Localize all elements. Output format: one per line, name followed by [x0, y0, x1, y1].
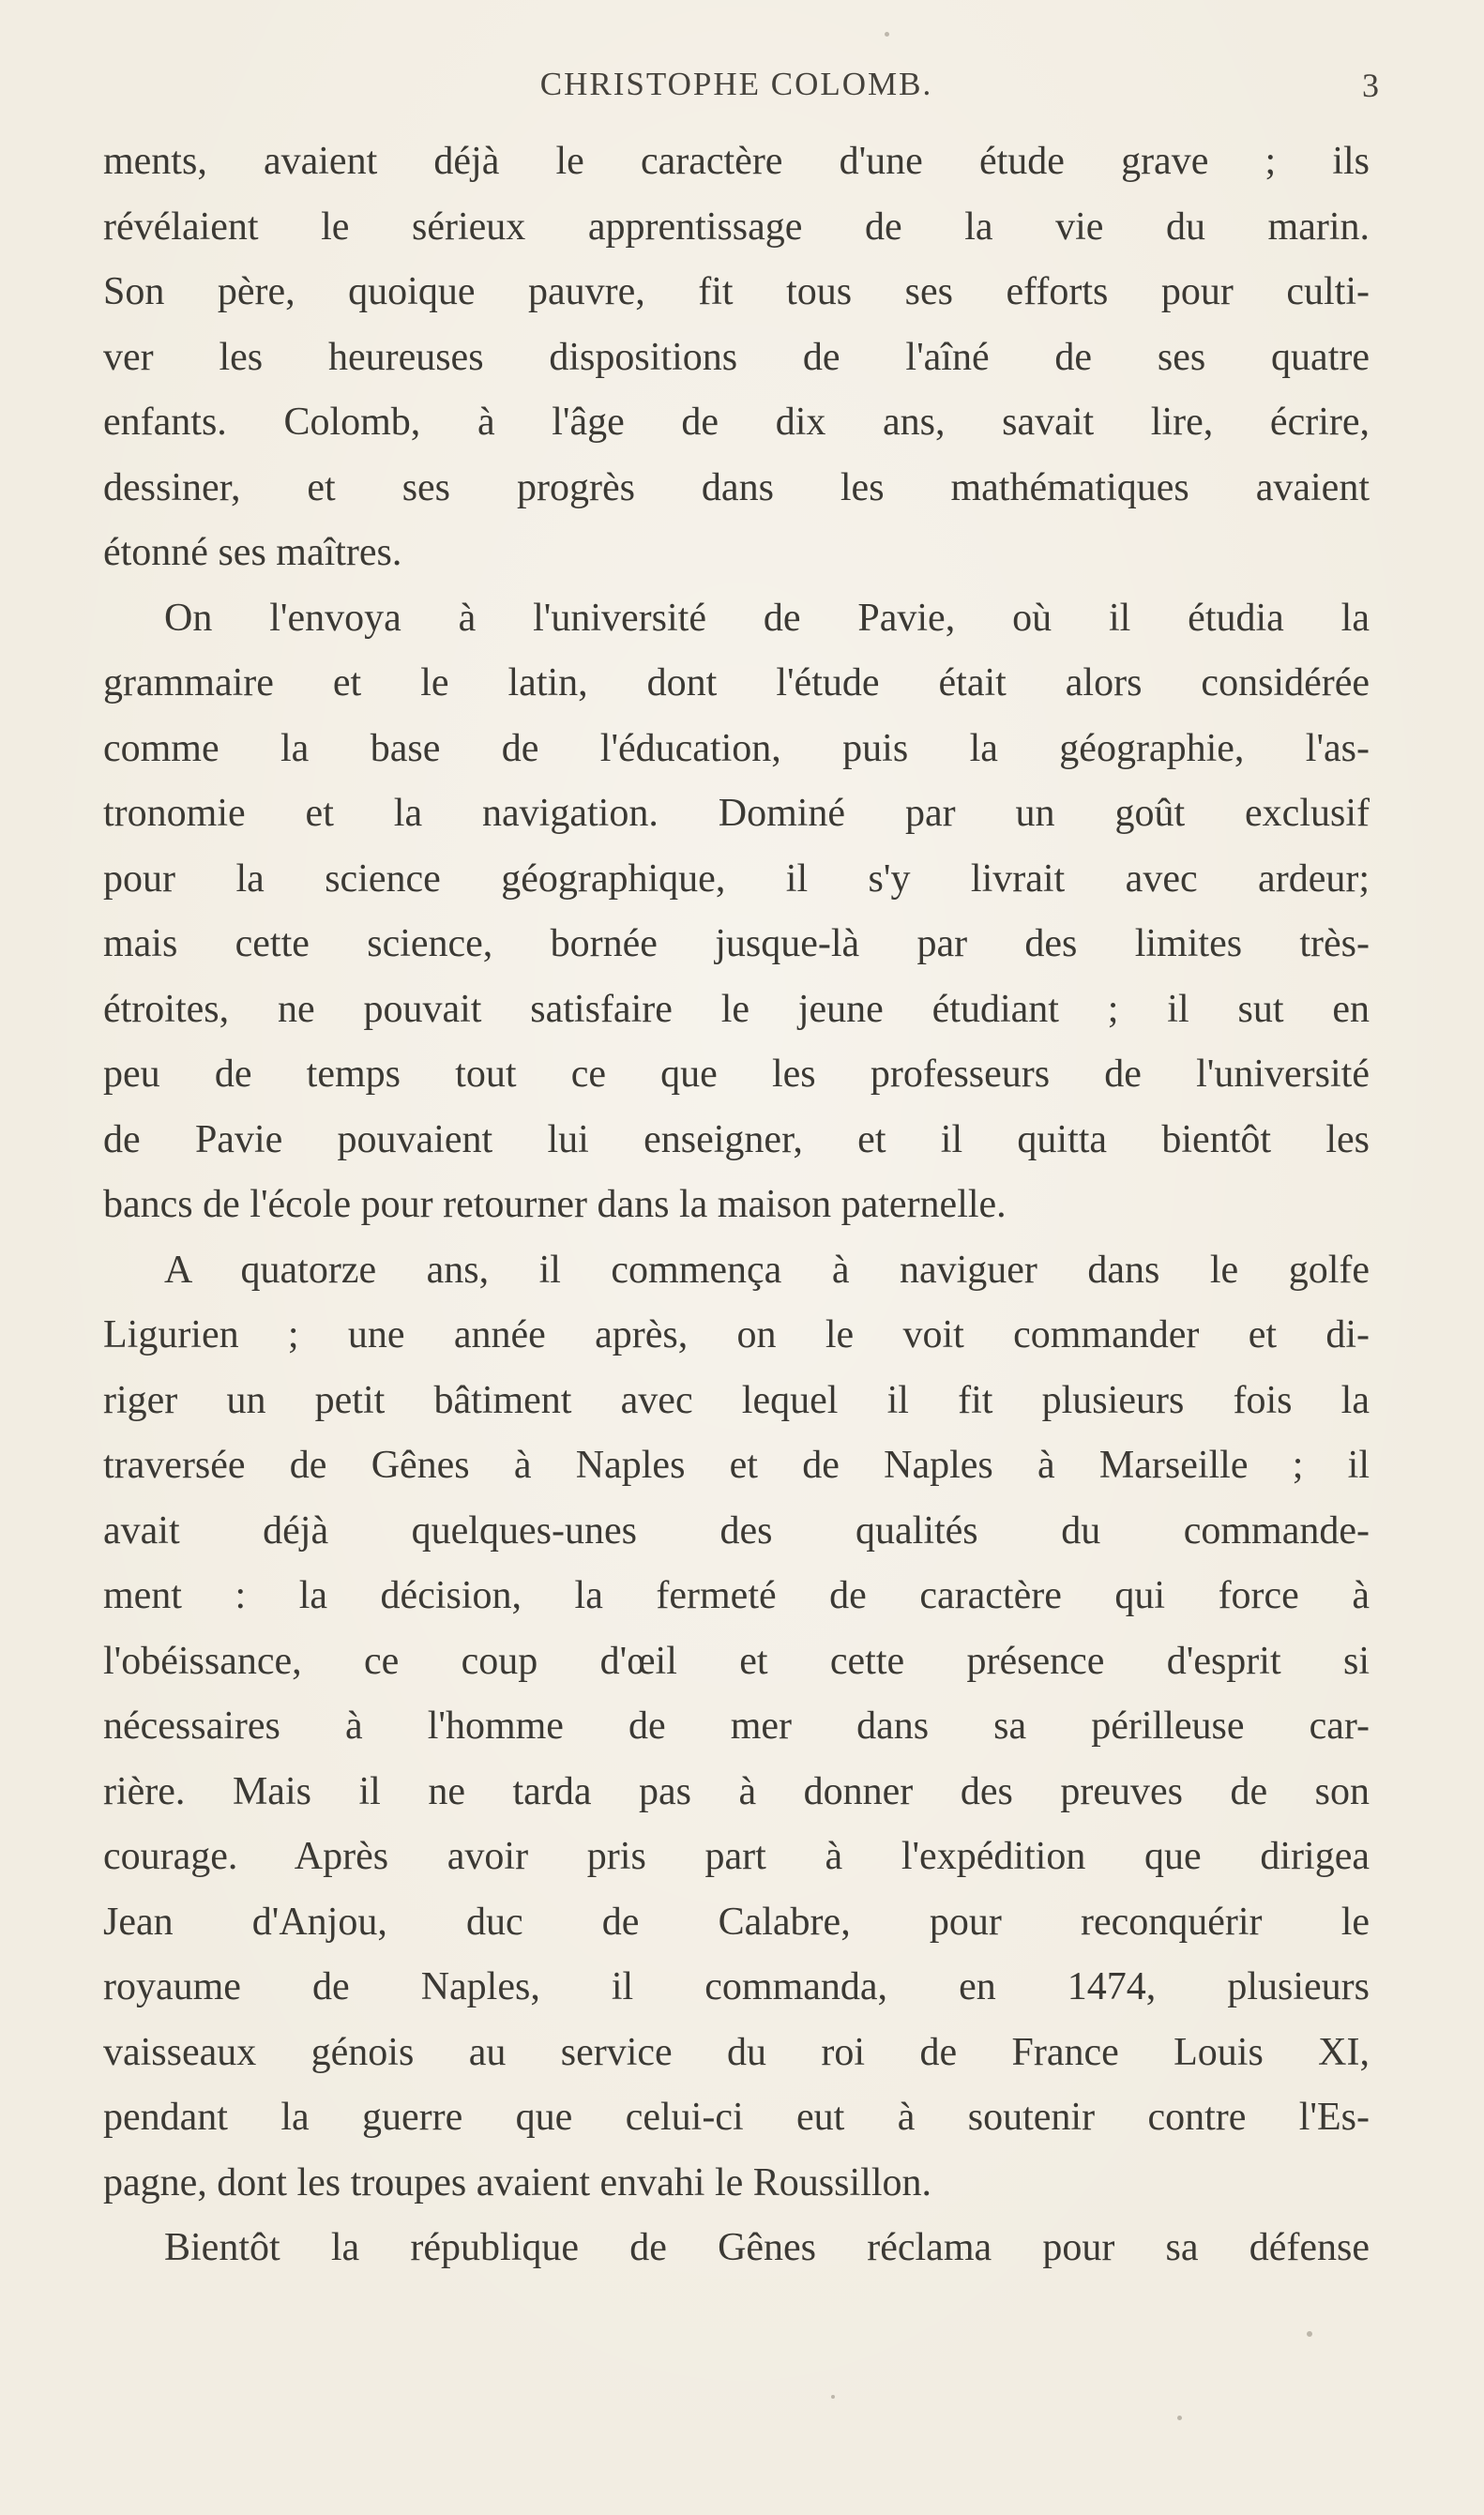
paper-speck [831, 2395, 835, 2399]
text-line: de Pavie pouvaient lui enseigner, et il quitta bientôt les [103, 1117, 1370, 1161]
paper-speck [885, 32, 889, 37]
text-line: nécessaires à l'homme de mer dans sa périlleuse car- [103, 1704, 1370, 1748]
text-line: pour la science géographique, il s'y livrait avec ardeur; [103, 856, 1370, 901]
running-head-title: CHRISTOPHE COLOMB. [539, 66, 933, 102]
text-line: vaisseaux génois au service du roi de France Louis XI, [103, 2030, 1370, 2074]
text-line: peu de temps tout ce que les professeurs de l'université [103, 1053, 1370, 1096]
text-line: mais cette science, bornée jusque-là par des limites très- [103, 922, 1370, 965]
text-line: étroites, ne pouvait satisfaire le jeune étudiant ; il sut en [103, 987, 1370, 1031]
text-line: étonné ses maîtres. [103, 531, 402, 574]
text-line: tronomie et la navigation. Dominé par un goût exclusif [103, 792, 1370, 835]
paragraph-start-line: On l'envoya à l'université de Pavie, où il étudia la [164, 596, 1370, 640]
text-line: bancs de l'école pour retourner dans la maison paternelle. [103, 1183, 1007, 1226]
text-line: riger un petit bâtiment avec lequel il fit plusieurs fois la [103, 1378, 1370, 1422]
text-line: ment : la décision, la fermeté de caractère qui force à [103, 1574, 1370, 1617]
text-line: traversée de Gênes à Naples et de Naples à Marseille ; il [103, 1444, 1370, 1487]
paper-speck [1177, 2416, 1182, 2420]
paragraph-start-line: Bientôt la république de Gênes réclama pour sa défense [164, 2226, 1370, 2269]
text-line: avait déjà quelques-unes des qualités du commande- [103, 1508, 1370, 1553]
text-line: Son père, quoique pauvre, fit tous ses efforts pour culti- [103, 270, 1370, 313]
text-line: royaume de Naples, il commanda, en 1474, plusieurs [103, 1965, 1370, 2008]
text-line: pagne, dont les troupes avaient envahi le Roussillon. [103, 2160, 931, 2204]
text-line: Ligurien ; une année après, on le voit commander et di- [103, 1313, 1370, 1356]
paragraph-start-line: A quatorze ans, il commença à naviguer dans le golfe [164, 1248, 1370, 1292]
page-number: 3 [1362, 67, 1379, 104]
text-line: ver les heureuses dispositions de l'aîné de ses quatre [103, 335, 1370, 379]
text-line: pendant la guerre que celui-ci eut à soutenir contre l'Es- [103, 2096, 1370, 2139]
text-line: Jean d'Anjou, duc de Calabre, pour reconquérir le [103, 1900, 1370, 1944]
text-line: l'obéissance, ce coup d'œil et cette présence d'esprit si [103, 1639, 1370, 1683]
running-head [103, 66, 1379, 113]
text-line: enfants. Colomb, à l'âge de dix ans, savait lire, écrire, [103, 401, 1370, 444]
text-line: révélaient le sérieux apprentissage de la vie du marin. [103, 205, 1370, 249]
text-line: comme la base de l'éducation, puis la géographie, l'as- [103, 726, 1370, 770]
body-text [103, 129, 1370, 2281]
text-line: dessiner, et ses progrès dans les mathématiques avaient [103, 465, 1370, 509]
text-line: ments, avaient déjà le caractère d'une étude grave ; ils [103, 140, 1370, 183]
text-line: courage. Après avoir pris part à l'expédition que dirigea [103, 1835, 1370, 1878]
paper-speck [1307, 2331, 1312, 2337]
text-line: rière. Mais il ne tarda pas à donner des preuves de son [103, 1769, 1370, 1813]
text-line: grammaire et le latin, dont l'étude était alors considérée [103, 661, 1370, 705]
